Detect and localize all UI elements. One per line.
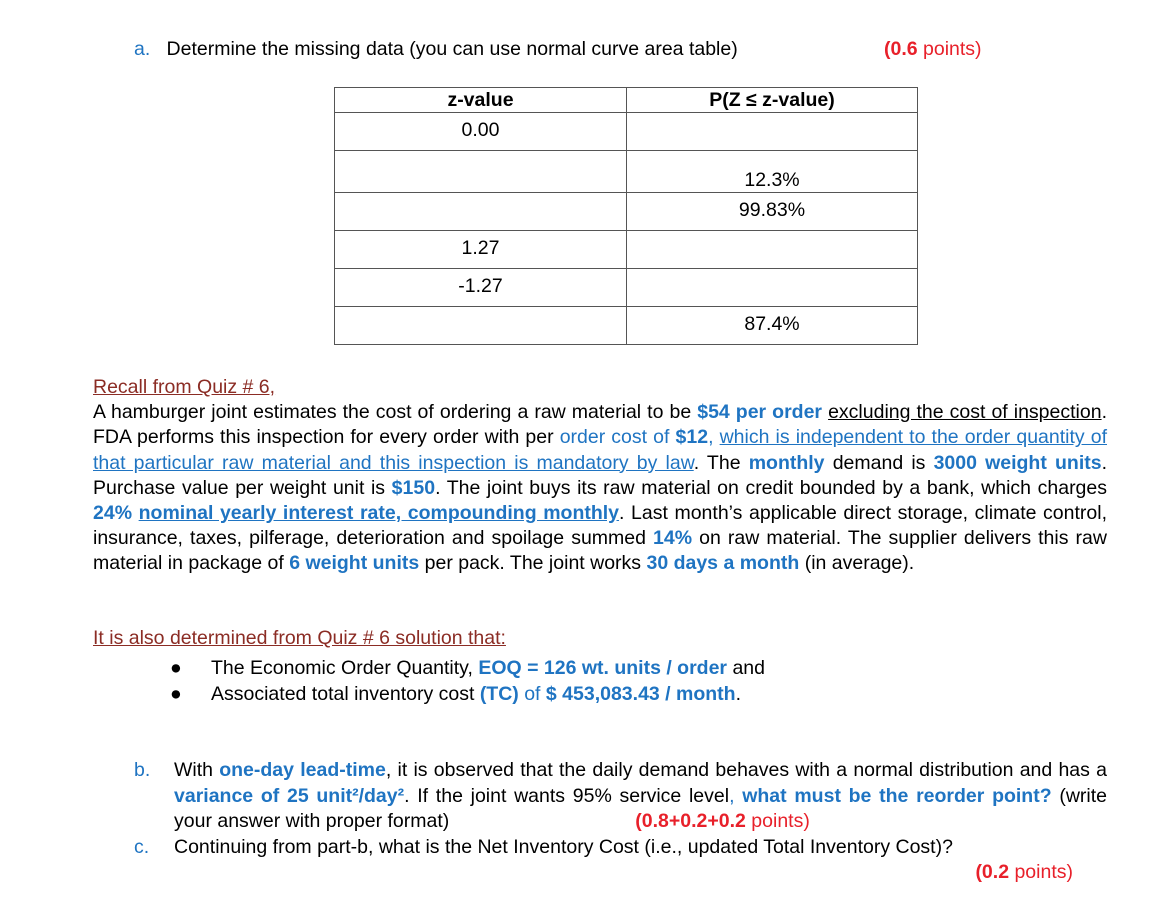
z-table — [334, 87, 918, 345]
bullet-icon: ● — [170, 657, 182, 679]
question-a-points: (0.6 points) — [884, 38, 982, 60]
list-item: ● Associated total inventory cost (TC) of $ 453,083.43 / month. — [170, 682, 765, 708]
questions-b-c — [134, 758, 1107, 886]
table-row — [335, 307, 918, 345]
question-b: b. With one-day lead-time, it is observed that the daily demand behaves with a normal distribution and has a variance of 25 unit²/day². If the joint wants 95% service level, what must be the reorder point? (write your answer with proper format) (0.8+0.2+0.2 points) — [134, 758, 1107, 835]
question-a-text: Determine the missing data (you can use normal curve area table) — [166, 38, 738, 60]
question-c-text: Continuing from part-b, what is the Net Inventory Cost (i.e., updated Total Inventory Cost)? — [174, 835, 953, 858]
probability-cell: 12.3% — [744, 169, 800, 191]
bullet-icon: ● — [170, 682, 182, 705]
probability-header: P(Z ≤ z-value) — [627, 88, 918, 113]
recall-body: A hamburger joint estimates the cost of ordering a raw material to be $54 per order excluding the cost of inspection. FDA performs this inspection for every order with per order cost of $12, which is independent to the order quantity of that particular raw material and this inspection is mandatory by law. The monthly demand is 3000 weight units. Purchase value per weight unit is $150. The joint buys its raw material on credit bounded by a bank, which charges 24% nominal yearly interest rate, compounding monthly. Last month’s applicable direct storage, climate control, insurance, taxes, pilferage, deterioration and spoilage summed 14% on raw material. The supplier delivers this raw material in package of 6 weight units per pack. The joint works 30 days a month (in average). — [93, 401, 1108, 575]
z-value-cell: 1.27 — [461, 237, 500, 259]
table-row — [335, 151, 918, 193]
recall-paragraph — [93, 375, 1107, 577]
z-value-header: z-value — [335, 88, 627, 113]
z-value-cell: 0.00 — [461, 119, 500, 141]
question-a — [134, 38, 738, 61]
question-c — [134, 835, 1107, 861]
list-item: ● The Economic Order Quantity, EOQ = 126 wt. units / order and — [170, 656, 765, 682]
question-c-letter: c. — [134, 835, 150, 858]
recall-heading: Recall from Quiz # 6, — [93, 376, 276, 398]
table-row — [335, 269, 918, 307]
probability-cell: 87.4% — [744, 313, 800, 335]
probability-cell: 99.83% — [738, 199, 806, 221]
question-b-letter: b. — [134, 759, 151, 781]
bullet-list — [170, 656, 765, 707]
table-row — [335, 193, 918, 231]
z-value-cell: -1.27 — [458, 275, 503, 297]
question-a-letter: a. — [134, 38, 151, 60]
question-c-points: (0.2 points) — [975, 861, 1073, 883]
table-row — [335, 113, 918, 151]
table-row — [335, 231, 918, 269]
question-b-points: (0.8+0.2+0.2 points) — [635, 810, 810, 832]
z-table-header — [335, 88, 918, 113]
also-heading: It is also determined from Quiz # 6 solution that: — [93, 627, 506, 649]
